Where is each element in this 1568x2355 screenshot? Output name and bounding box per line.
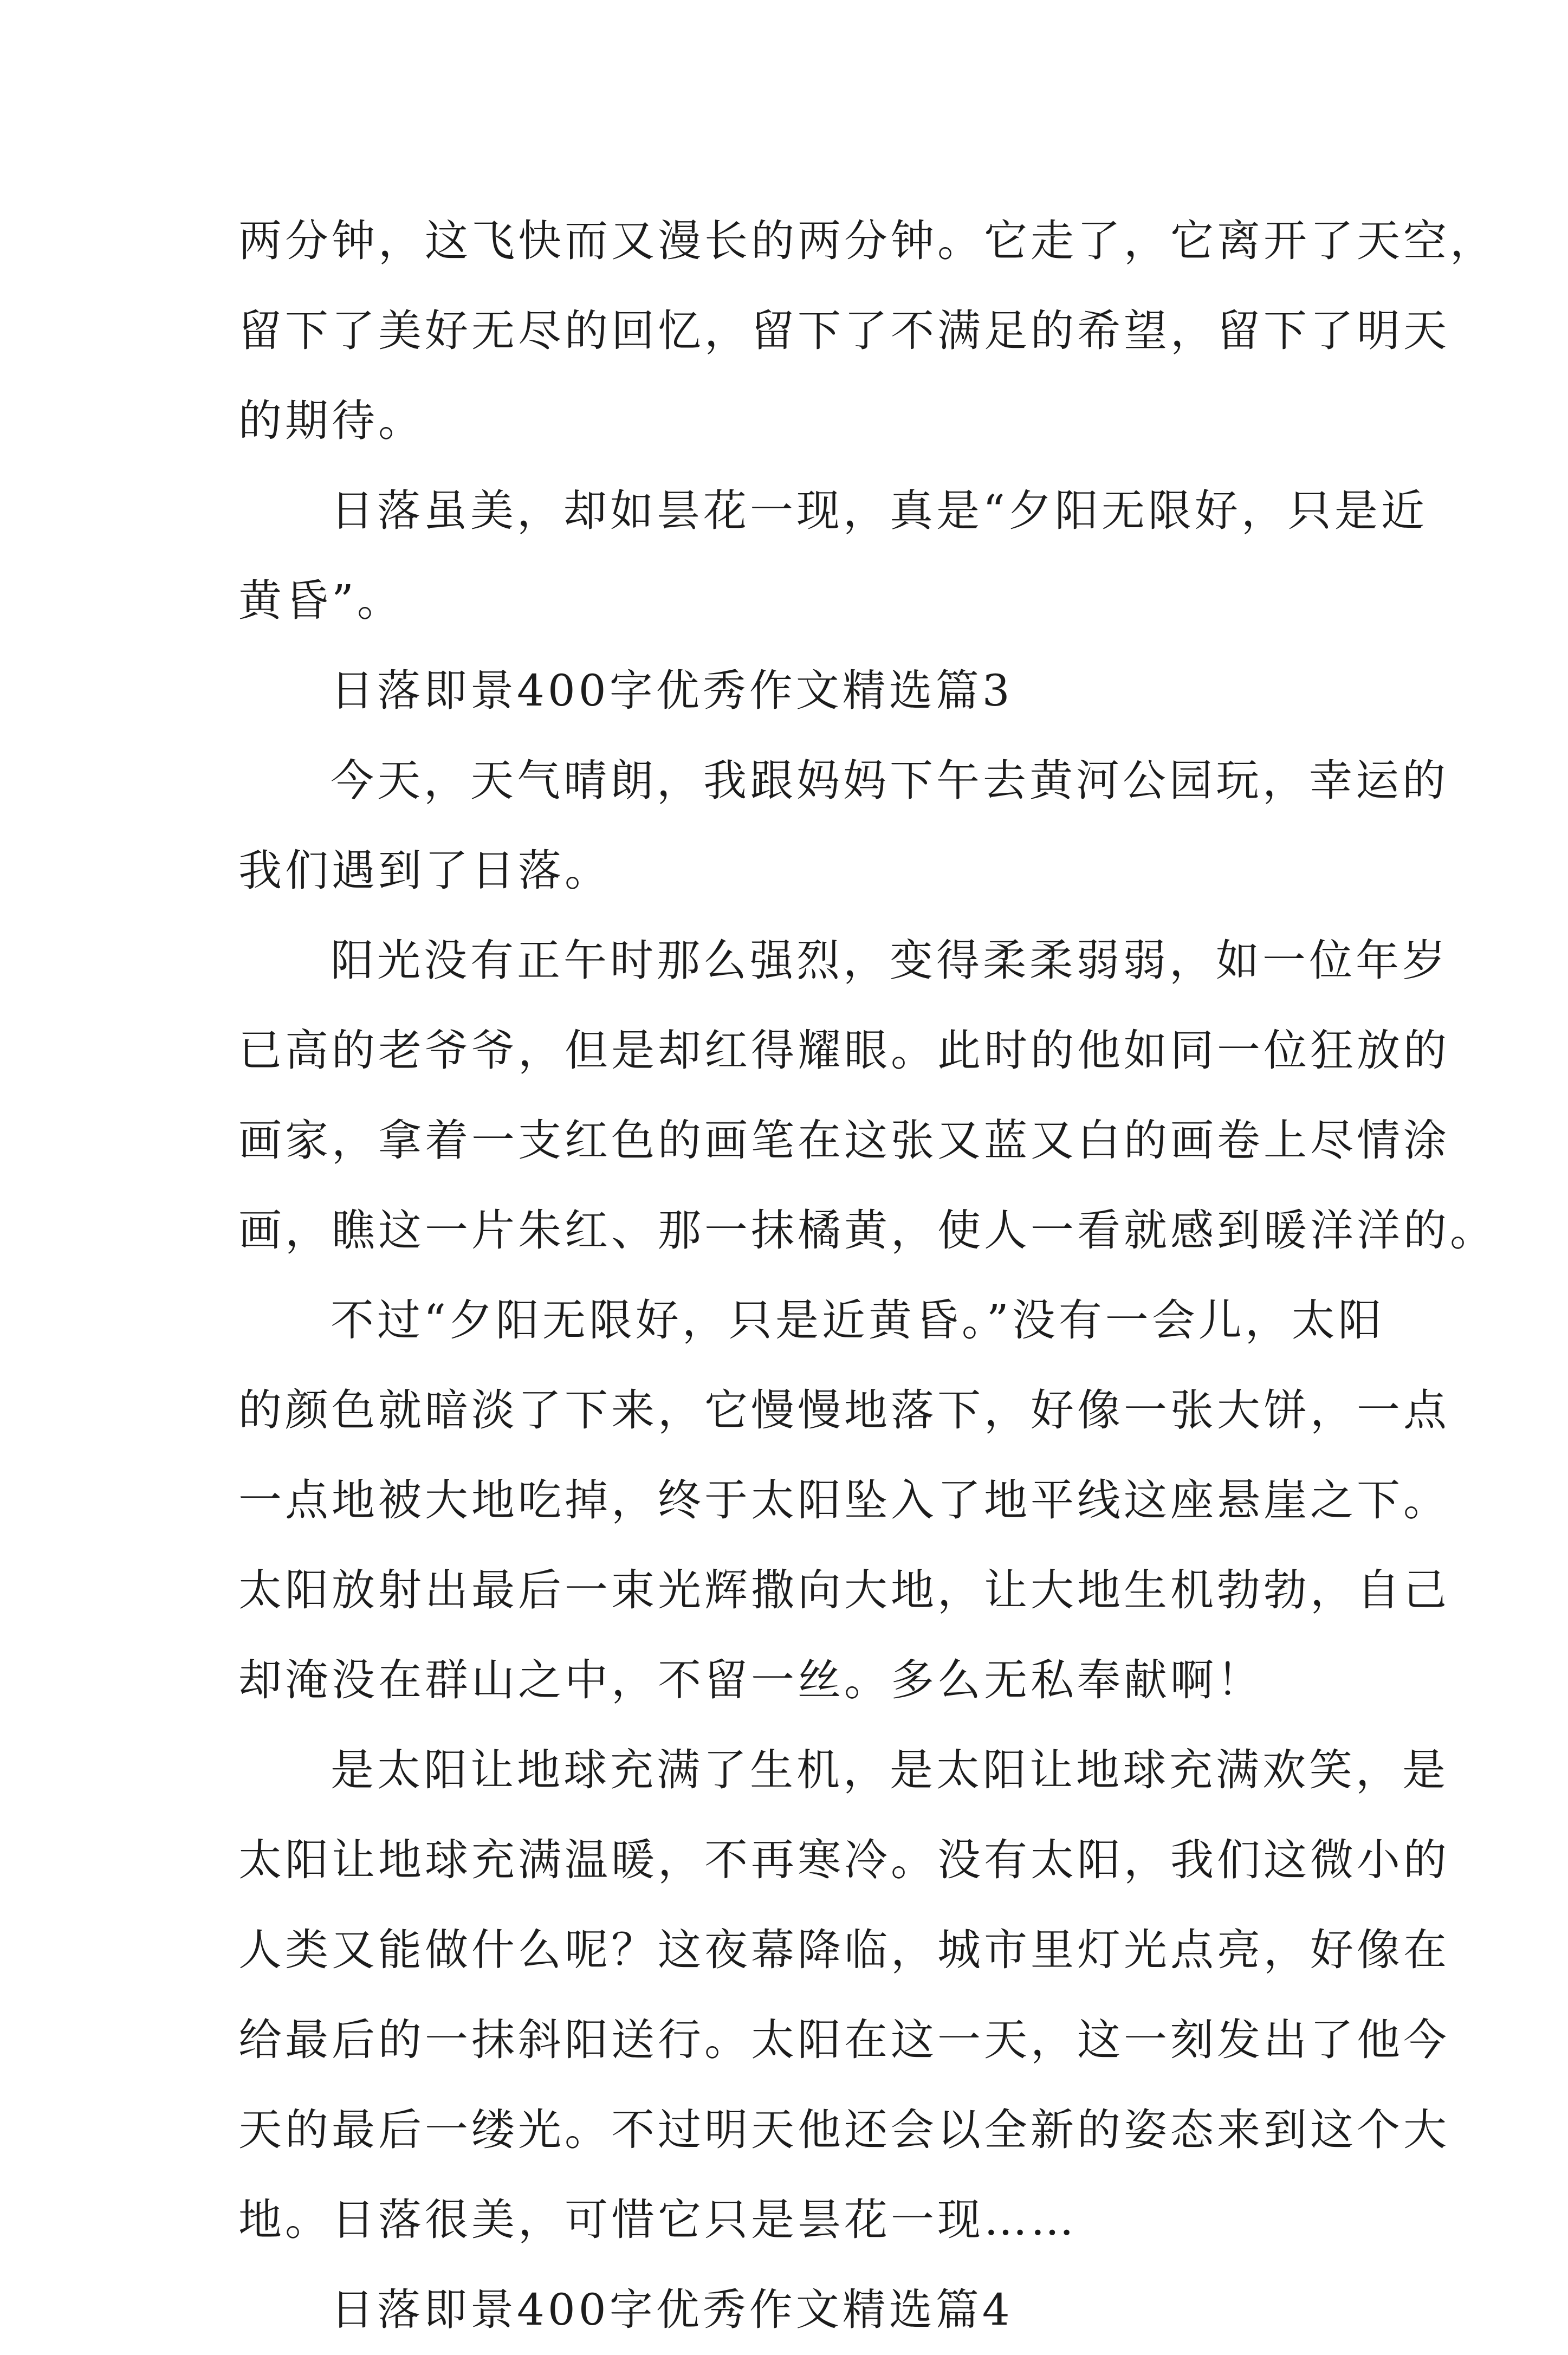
heading-text: 日落即景400字优秀作文精选篇4 [331, 2285, 1013, 2335]
paragraph [238, 916, 1496, 1276]
text-line: 画，瞧这一片朱红、那一抹橘黄，使人一看就感到暖洋洋的。 [238, 1205, 1496, 1256]
text-line: 不过“夕阳无限好，只是近黄昏。”没有一会儿，太阳 [331, 1295, 1385, 1345]
text-line: 留下了美好无尽的回忆，留下了不满足的希望，留下了明天 [238, 306, 1450, 356]
text-line: 人类又能做什么呢？这夜幕降临，城市里灯光点亮，好像在 [238, 1925, 1450, 1975]
text-line: 一点地被大地吃掉，终于太阳坠入了地平线这座悬崖之下。 [238, 1475, 1450, 1525]
text-line: 太阳放射出最后一束光辉撒向大地，让大地生机勃勃，自己 [238, 1565, 1450, 1615]
text-line: 天的最后一缕光。不过明天他还会以全新的姿态来到这个大 [238, 2105, 1450, 2155]
text-line: 今天，天气晴朗，我跟妈妈下午去黄河公园玩，幸运的 [331, 755, 1449, 806]
text-line: 的期待。 [238, 396, 425, 446]
text-line: 两分钟，这飞快而又漫长的两分钟。它走了，它离开了天空， [238, 216, 1496, 266]
heading-text: 日落即景400字优秀作文精选篇3 [331, 665, 1013, 716]
text-line: 已高的老爷爷，但是却红得耀眼。此时的他如同一位狂放的 [238, 1025, 1450, 1076]
paragraph [238, 1725, 1450, 2265]
text-line: 画家，拿着一支红色的画笔在这张又蓝又白的画卷上尽情涂 [238, 1115, 1450, 1166]
section-heading-4 [238, 2265, 1349, 2355]
document-body [238, 196, 1496, 2355]
text-line: 黄昏”。 [238, 575, 404, 626]
paragraph [238, 1276, 1450, 1725]
text-line: 的颜色就暗淡了下来，它慢慢地落下，好像一张大饼，一点 [238, 1385, 1450, 1435]
section-heading-3 [238, 646, 1349, 736]
paragraph [238, 736, 1449, 916]
text-line: 是太阳让地球充满了生机，是太阳让地球充满欢笑，是 [331, 1745, 1449, 1795]
text-line: 日落虽美，却如昙花一现，真是“夕阳无限好，只是近 [331, 486, 1428, 536]
text-line: 阳光没有正午时那么强烈，变得柔柔弱弱，如一位年岁 [331, 935, 1449, 986]
text-line: 地。日落很美，可惜它只是昙花一现…… [238, 2195, 1077, 2245]
paragraph [238, 466, 1428, 646]
text-line: 给最后的一抹斜阳送行。太阳在这一天，这一刻发出了他今 [238, 2015, 1450, 2065]
text-line: 却淹没在群山之中，不留一丝。多么无私奉献啊！ [238, 1655, 1264, 1705]
text-line: 太阳让地球充满温暖，不再寒冷。没有太阳，我们这微小的 [238, 1835, 1450, 1885]
text-line: 我们遇到了日落。 [238, 845, 611, 896]
paragraph-continued [238, 196, 1496, 466]
